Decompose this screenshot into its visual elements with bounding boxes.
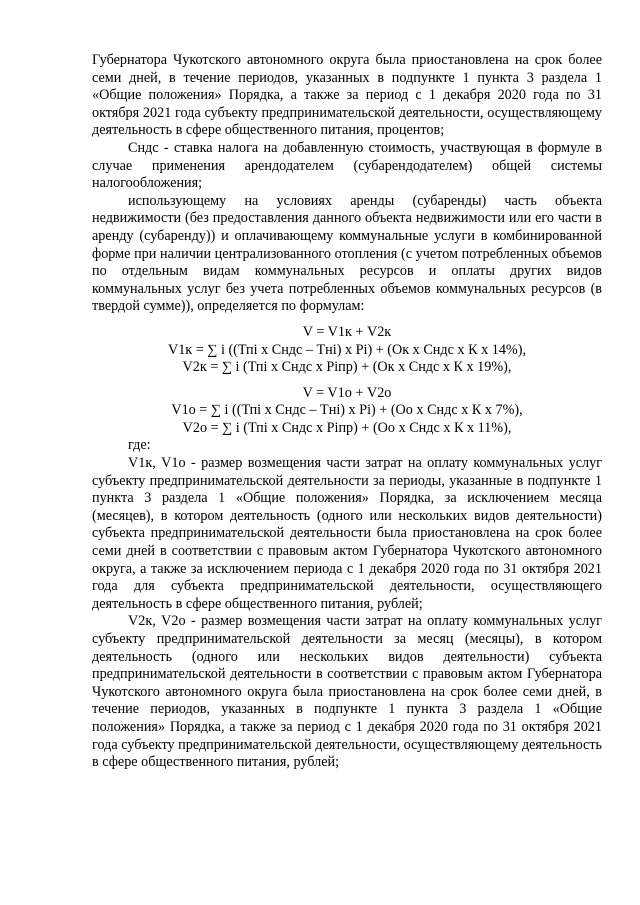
where-label: где: xyxy=(128,437,151,454)
formula-v-total-o: V = V1о + V2о xyxy=(302,384,392,401)
paragraph-vat-rate: Сндс - ставка налога на добавленную стоимость, участвующая в формуле в случае применения арендодателем (субарендодателем) общей системы налогообложения; xyxy=(92,139,602,192)
paragraph-continuation: Губернатора Чукотского автономного округа была приостановлена на срок более семи дней, в течение периодов, указанных в подпункте 1 пункта 3 раздела 1 «Общие положения» Порядка, а также за период с 1 декабря 2020 года по 31 октября 2021 года субъекту предпринимательской деятельности, осуществляющему деятельность в сфере общественного питания, процентов; xyxy=(92,52,602,139)
paragraph-v2-definition: V2к, V2о - размер возмещения части затрат на оплату коммунальных услуг субъекту предпринимательской деятельности за месяц (месяцы), в котором деятельность (одного или нескольких видов деятельности) субъекта предпринимательской деятельности в соответствии с правовым актом Губернатора Чукотского автономного округа была приостановлена на срок более семи дней, в течение периодов, указанных в подпункте 1 пункта 3 раздела 1 «Общие положения» Порядка, а также за период с 1 декабря 2020 года по 31 октября 2021 года субъекту предпринимательской деятельности, осуществляющему деятельность в сфере общественного питания, рублей; xyxy=(92,613,602,771)
formula-v1o: V1о = ∑ i ((Тпi х Сндс – Тнi) х Рi) + (Оо х Сндс х К х 7%), xyxy=(171,402,523,419)
formula-v1k: V1к = ∑ i ((Тпi х Сндс – Тнi) х Рi) + (Ок х Сндс х К х 14%), xyxy=(167,341,527,358)
formula-v-total-k: V = V1к + V2к xyxy=(302,323,392,340)
document-page xyxy=(92,52,602,772)
formula-v2o: V2о = ∑ i (Тпi х Сндс х Рiпр) + (Оо х Сндс х К х 11%), xyxy=(182,419,512,436)
formula-v2k: V2к = ∑ i (Тпi х Сндс х Рiпр) + (Ок х Сндс х К х 19%), xyxy=(182,359,512,376)
paragraph-lease-conditions: использующему на условиях аренды (субаренды) часть объекта недвижимости (без предоставления данного объекта недвижимости или его части в аренду (субаренду)) и оплачивающему коммунальные услуги в комбинированной форме при наличии централизованного отопления (с учетом потребленных объемов по отдельным видам коммунальных ресурсов и оплаты других видов коммунальных услуг без учета потребленных объемов коммунальных ресурсов (в твердой сумме)), определяется по формулам: xyxy=(92,192,602,315)
paragraph-v1-definition: V1к, V1о - размер возмещения части затрат на оплату коммунальных услуг субъекту предпринимательской деятельности за периоды, указанные в подпункте 1 пункта 3 раздела 1 «Общие положения» Порядка, за исключением месяца (месяцев), в котором деятельность (одного или нескольких видов деятельности) субъекта предпринимательской деятельности была приостановлена на срок более семи дней в соответствии с правовым актом Губернатора Чукотского автономного округа, а также за исключением периода с 1 декабря 2020 года по 31 октября 2021 года для субъекта предпринимательской деятельности, осуществляющего деятельность в сфере общественного питания, рублей; xyxy=(92,455,602,612)
